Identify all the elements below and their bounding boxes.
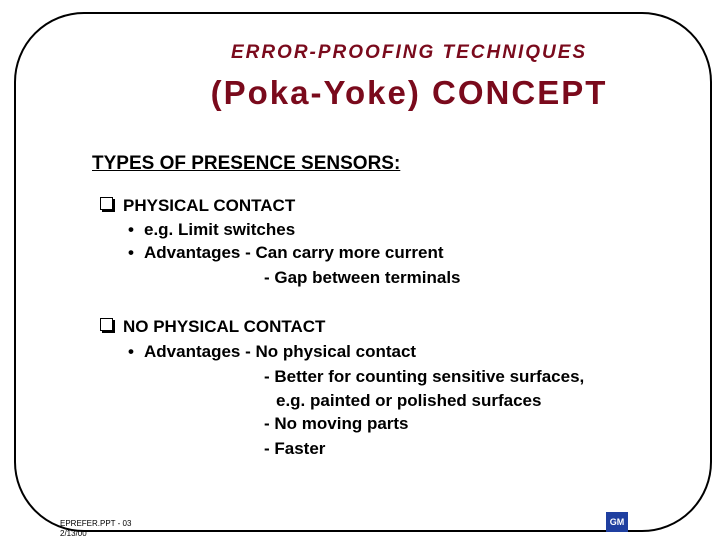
- bullet-icon: •: [128, 243, 134, 262]
- footer: [60, 519, 131, 539]
- section1-item1-text: e.g. Limit switches: [144, 220, 296, 239]
- section1-item1: [128, 220, 295, 240]
- section1-title: PHYSICAL CONTACT: [123, 196, 296, 215]
- bullet-icon: •: [128, 342, 134, 361]
- section-heading-text: TYPES OF PRESENCE SENSORS:: [92, 153, 401, 174]
- section2-cont1: - Better for counting sensitive surfaces,: [264, 367, 585, 386]
- gm-logo: GM: [606, 512, 628, 532]
- section2-header: [100, 317, 325, 337]
- title-line2: (Poka-Yoke) CONCEPT: [210, 74, 608, 111]
- section1-header: [100, 196, 295, 216]
- checkbox-bullet-icon: [100, 197, 113, 210]
- section2-cont4: - Faster: [264, 439, 326, 458]
- footer-file: EPREFER.PPT - 03: [60, 519, 132, 528]
- footer-date: 2/13/00: [60, 529, 87, 538]
- checkbox-bullet-icon: [100, 318, 113, 331]
- section1-item2-cont: - Gap between terminals: [264, 268, 461, 287]
- section1-item2-text: Advantages - Can carry more current: [144, 243, 444, 262]
- section2-title: NO PHYSICAL CONTACT: [123, 317, 326, 336]
- bullet-icon: •: [128, 220, 134, 239]
- section2-cont2: e.g. painted or polished surfaces: [276, 391, 542, 410]
- section2-item1: [128, 342, 416, 362]
- section2-cont3: - No moving parts: [264, 414, 409, 433]
- title-line1: ERROR-PROOFING TECHNIQUES: [230, 42, 588, 63]
- section2-item1-text: Advantages - No physical contact: [144, 342, 417, 361]
- section1-item2: [128, 243, 444, 263]
- section-heading: [92, 153, 400, 175]
